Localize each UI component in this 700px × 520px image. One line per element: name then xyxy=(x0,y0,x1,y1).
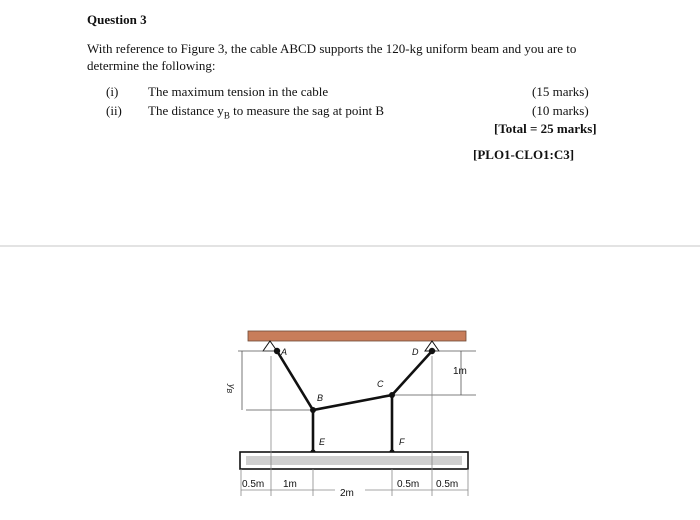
item-number-i: (i) xyxy=(106,84,119,99)
marks-ii: (10 marks) xyxy=(532,103,589,118)
label-d: D xyxy=(412,347,419,357)
ceiling-support xyxy=(248,331,466,341)
item-text-ii-start: The distance y xyxy=(148,103,224,118)
label-c: C xyxy=(377,379,384,389)
question-intro: With reference to Figure 3, the cable ABCD supports the 120-kg uniform beam and you are to determine the following: xyxy=(87,41,577,73)
height-label: 1m xyxy=(453,366,467,377)
total-marks: [Total = 25 marks] xyxy=(494,121,597,136)
dim-2m: 2m xyxy=(340,488,354,499)
question-title: Question 3 xyxy=(87,12,147,27)
cable-abcd xyxy=(277,351,432,410)
sag-label: $y_B$ xyxy=(225,384,237,394)
item-text-ii-subscript: B xyxy=(223,110,230,121)
plo-code: [PLO1-CLO1:C3] xyxy=(473,147,575,162)
item-text-ii-end: to measure the sag at point B xyxy=(229,103,384,118)
sag-dimension xyxy=(238,351,310,410)
joint-b xyxy=(310,407,316,413)
dim-1m: 1m xyxy=(283,479,297,490)
label-e: E xyxy=(319,437,326,447)
dim-0-5m-left: 0.5m xyxy=(242,479,265,490)
beam-shading xyxy=(246,456,462,465)
label-a: A xyxy=(281,347,288,357)
extension-lines xyxy=(241,356,468,496)
dim-0-5m-right: 0.5m xyxy=(436,479,459,490)
joint-c xyxy=(389,392,395,398)
marks-i: (15 marks) xyxy=(532,84,589,99)
item-text-i: The maximum tension in the cable xyxy=(148,84,329,99)
dim-0-5m-mid: 0.5m xyxy=(397,479,420,490)
label-b: B xyxy=(317,393,324,403)
item-number-ii: (ii) xyxy=(106,103,122,118)
label-f: F xyxy=(399,437,405,447)
